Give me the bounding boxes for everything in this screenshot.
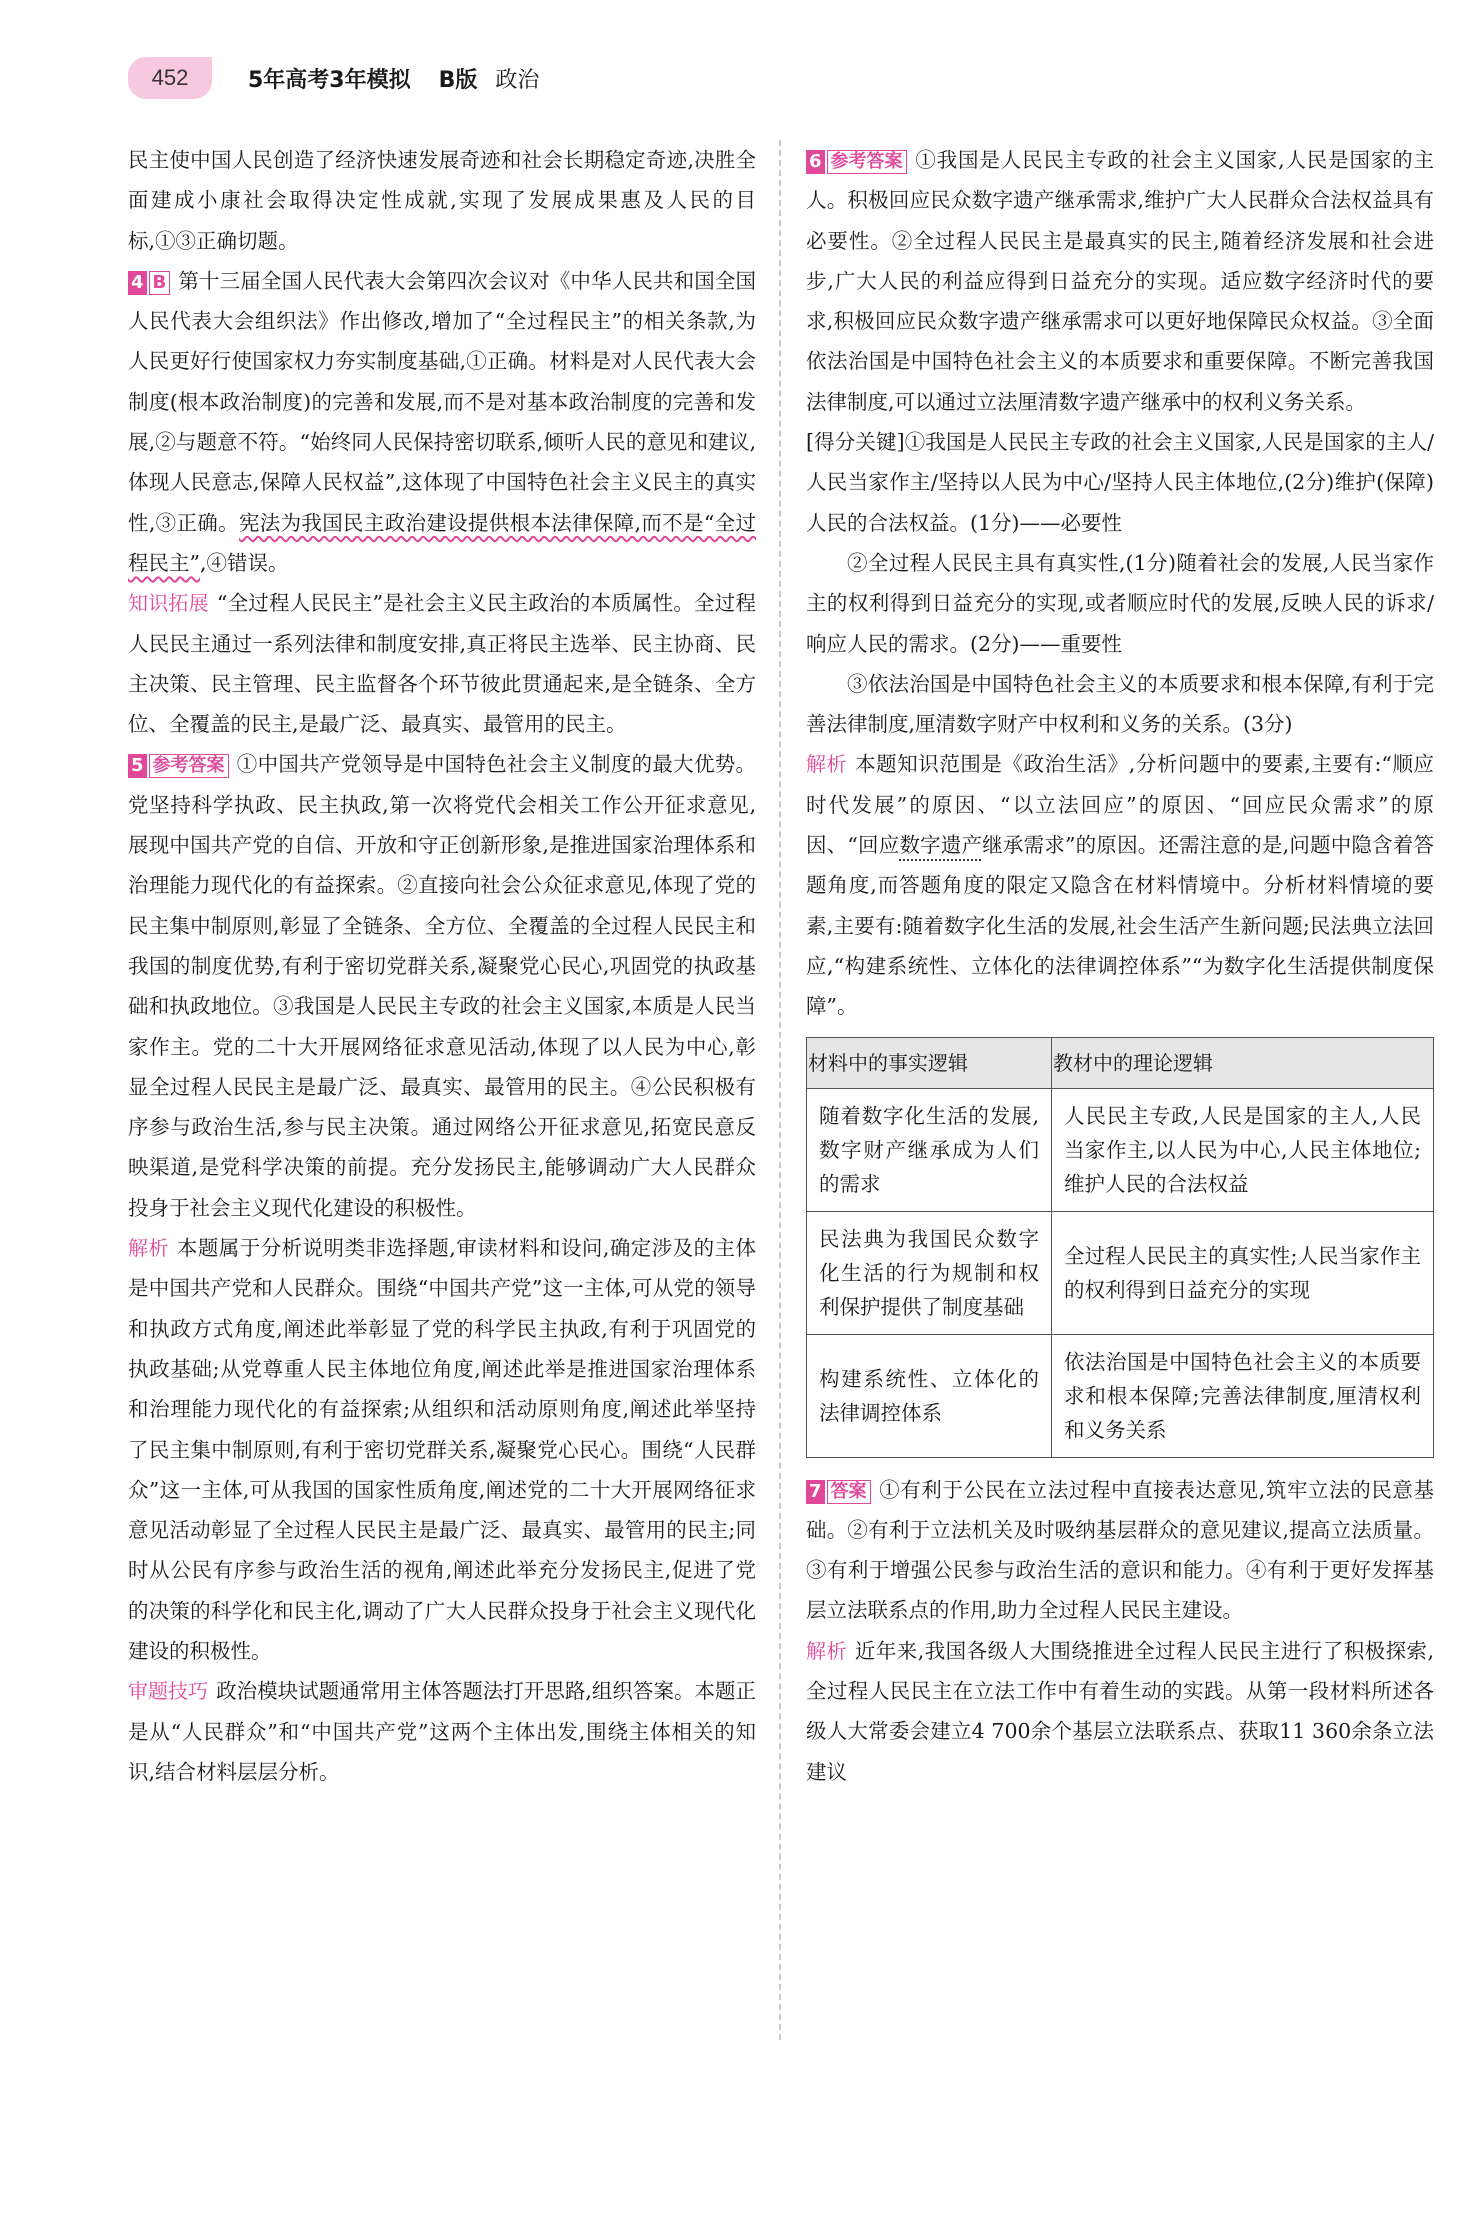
analysis-label: 解析 [806,1638,847,1663]
analysis-text: 本题知识范围是《政治生活》,分析问题中的要素,主要有:“顺应时代发展”的原因、“以立法回应”的原因、“回应民众需求”的原因、“回应 [806,752,1435,858]
knowledge-expansion [128,583,756,744]
table-row [807,1334,1434,1457]
answer-6 [806,140,1434,422]
table-row [807,1088,1434,1211]
analysis-label: 解析 [806,752,848,777]
analysis-6 [806,744,1434,1026]
table-header-cell: 教材中的理论逻辑 [1052,1037,1434,1088]
answer-text: ①有利于公民在立法过程中直接表达意见,筑牢立法的民意基础。②有利于立法机关及时吸纳基层群众的意见建议,提高立法质量。③有利于增强公民参与政治生活的意识和能力。④有利于更好发挥基层立法联系点的作用,助力全过程人民民主建设。 [806,1477,1434,1623]
question-number: 6 [806,150,825,174]
right-column [806,140,1434,1792]
exam-tip [128,1671,756,1792]
dotted-emphasis: 数字遗产 [899,833,983,858]
page-number: 452 [128,57,212,99]
table-row [807,1211,1434,1334]
tip-text: 政治模块试题通常用主体答题法打开思路,组织答案。本题正是从“人民群众”和“中国共产党”这两个主体出发,围绕主体相关的知识,结合材料层层分析。 [128,1679,757,1784]
table-header-row [807,1037,1434,1088]
question-number: 4 [128,271,147,295]
logic-table [806,1037,1434,1458]
subject-label: 政治 [495,67,540,93]
analysis-text-continued: 继承需求”的原因。还需注意的是,问题中隐含着答题角度,而答题角度的限定又隐含在材料情境中。分析材料情境的要素,主要有:随着数字化生活的发展,社会生活产生新问题;民法典立法回应,“构建系统性、立体化的法律调控体系”“为数字化生活提供制度保障”。 [806,833,1434,1019]
answer-5 [128,744,756,1228]
table-header-cell: 材料中的事实逻辑 [807,1037,1052,1088]
answer-key: B [149,271,171,295]
tip-label: 审题技巧 [128,1679,209,1704]
column-divider [779,140,781,2040]
page-header [128,56,539,100]
table-cell: 全过程人民民主的真实性;人民当家作主的权利得到日益充分的实现 [1052,1211,1434,1334]
scoring-key-3: ③依法治国是中国特色社会主义的本质要求和根本保障,有利于完善法律制度,厘清数字财产中权利和义务的关系。(3分) [806,671,1434,737]
table-cell: 民法典为我国民众数字化生活的行为规制和权利保护提供了制度基础 [807,1211,1052,1334]
analysis-5 [128,1228,756,1671]
answer-tail: ,④错误。 [199,550,289,575]
emphasized-text: 宪法为我国民主政治建设提供根本法律保障,而不是“全过程民主” [128,510,756,575]
analysis-text: 近年来,我国各级人大围绕推进全过程人民民主进行了积极探索,全过程人民民主在立法工作中有着生动的实践。从第一段材料所述各级人大常委会建立4 700余个基层立法联系点、获取11 360余条立法建议 [806,1638,1435,1784]
table-cell: 人民民主专政,人民是国家的主人,人民当家作主,以人民为中心,人民主体地位;维护人民的合法权益 [1052,1088,1434,1211]
knowledge-text: “全过程人民民主”是社会主义民主政治的本质属性。全过程人民民主通过一系列法律和制度安排,真正将民主选举、民主协商、民主决策、民主管理、民主监督各个环节彼此贯通起来,是全链条、全方位、全覆盖的民主,是最广泛、最真实、最管用的民主。 [128,591,756,737]
scoring-key-1: [得分关键]①我国是人民民主专政的社会主义国家,人民是国家的主人/人民当家作主/坚持以人民为中心/坚持人民主体地位,(2分)维护(保障)人民的合法权益。(1分)——必要性 [806,430,1434,535]
book-title: 5年高考3年模拟 [248,67,411,93]
answer-4 [128,261,756,583]
question-number: 5 [128,754,147,778]
answer-text: ①我国是人民民主专政的社会主义国家,人民是国家的主人。积极回应民众数字遗产继承需求,维护广大人民群众合法权益具有必要性。②全过程人民民主是最真实的民主,随着经济发展和社会进步,广大人民的利益应得到日益充分的实现。适应数字经济时代的要求,积极回应民众数字遗产继承需求可以更好地保障民众权益。③全面依法治国是中国特色社会主义的本质要求和重要保障。不断完善我国法律制度,可以通过立法厘清数字遗产继承中的权利义务关系。 [806,148,1434,414]
scoring-key-2: ②全过程人民民主具有真实性,(1分)随着社会的发展,人民当家作主的权利得到日益充分的实现,或者顺应时代的发展,反映人民的诉求/响应人民的需求。(2分)——重要性 [806,550,1434,656]
left-column [128,140,756,1792]
answer-label: 答案 [827,1480,871,1504]
reference-answer-label: 参考答案 [149,754,229,778]
intro-paragraph: 民主使中国人民创造了经济快速发展奇迹和社会长期稳定奇迹,决胜全面建成小康社会取得决定性成就,实现了发展成果惠及人民的目标,①③正确切题。 [128,148,756,253]
edition-label: B版 [438,67,478,93]
table-cell: 随着数字化生活的发展,数字财产继承成为人们的需求 [807,1088,1052,1211]
analysis-text: 本题属于分析说明类非选择题,审读材料和设问,确定涉及的主体是中国共产党和人民群众。围绕“中国共产党”这一主体,可从党的领导和执政方式角度,阐述此举彰显了党的科学民主执政,有利于巩固党的执政基础;从党尊重人民主体地位角度,阐述此举是推进国家治理体系和治理能力现代化的有益探索;从组织和活动原则角度,阐述此举坚持了民主集中制原则,有利于密切党群关系,凝聚党心民心。围绕“人民群众”这一主体,可从我国的国家性质角度,阐述党的二十大开展网络征求意见活动彰显了全过程人民民主是最广泛、最真实、最管用的民主;同时从公民有序参与政治生活的视角,阐述此举充分发扬民主,促进了党的决策的科学化和民主化,调动了广大人民群众投身于社会主义现代化建设的积极性。 [128,1236,757,1663]
reference-answer-label: 参考答案 [827,150,907,174]
answer-7 [806,1470,1434,1631]
analysis-7 [806,1631,1434,1792]
table-cell: 依法治国是中国特色社会主义的本质要求和根本保障;完善法律制度,厘清权利和义务关系 [1052,1334,1434,1457]
answer-text: 第十三届全国人民代表大会第四次会议对《中华人民共和国全国人民代表大会组织法》作出修改,增加了“全过程民主”的相关条款,为人民更好行使国家权力夯实制度基础,①正确。材料是对人民代表大会制度(根本政治制度)的完善和发展,而不是对基本政治制度的完善和发展,②与题意不符。“始终同人民保持密切联系,倾听人民的意见和建议,体现人民意志,保障人民权益”,这体现了中国特色社会主义民主的真实性,③正确。 [128,268,756,535]
table-cell: 构建系统性、立体化的法律调控体系 [807,1334,1052,1457]
question-number: 7 [806,1480,825,1504]
answer-text: ①中国共产党领导是中国特色社会主义制度的最大优势。党坚持科学执政、民主执政,第一次将党代会相关工作公开征求意见,展现中国共产党的自信、开放和守正创新形象,是推进国家治理体系和治理能力现代化的有益探索。②直接向社会公众征求意见,体现了党的民主集中制原则,彰显了全链条、全方位、全覆盖的全过程人民民主和我国的制度优势,有利于密切党群关系,凝聚党心民心,巩固党的执政基础和执政地位。③我国是人民民主专政的社会主义国家,本质是人民当家作主。党的二十大开展网络征求意见活动,体现了以人民为中心,彰显全过程人民民主是最广泛、最真实、最管用的民主。④公民积极有序参与政治生活,参与民主决策。通过网络公开征求意见,拓宽民意反映渠道,是党科学决策的前提。充分发扬民主,能够调动广大人民群众投身于社会主义现代化建设的积极性。 [128,752,756,1220]
knowledge-label: 知识拓展 [128,591,209,616]
analysis-label: 解析 [128,1236,169,1261]
